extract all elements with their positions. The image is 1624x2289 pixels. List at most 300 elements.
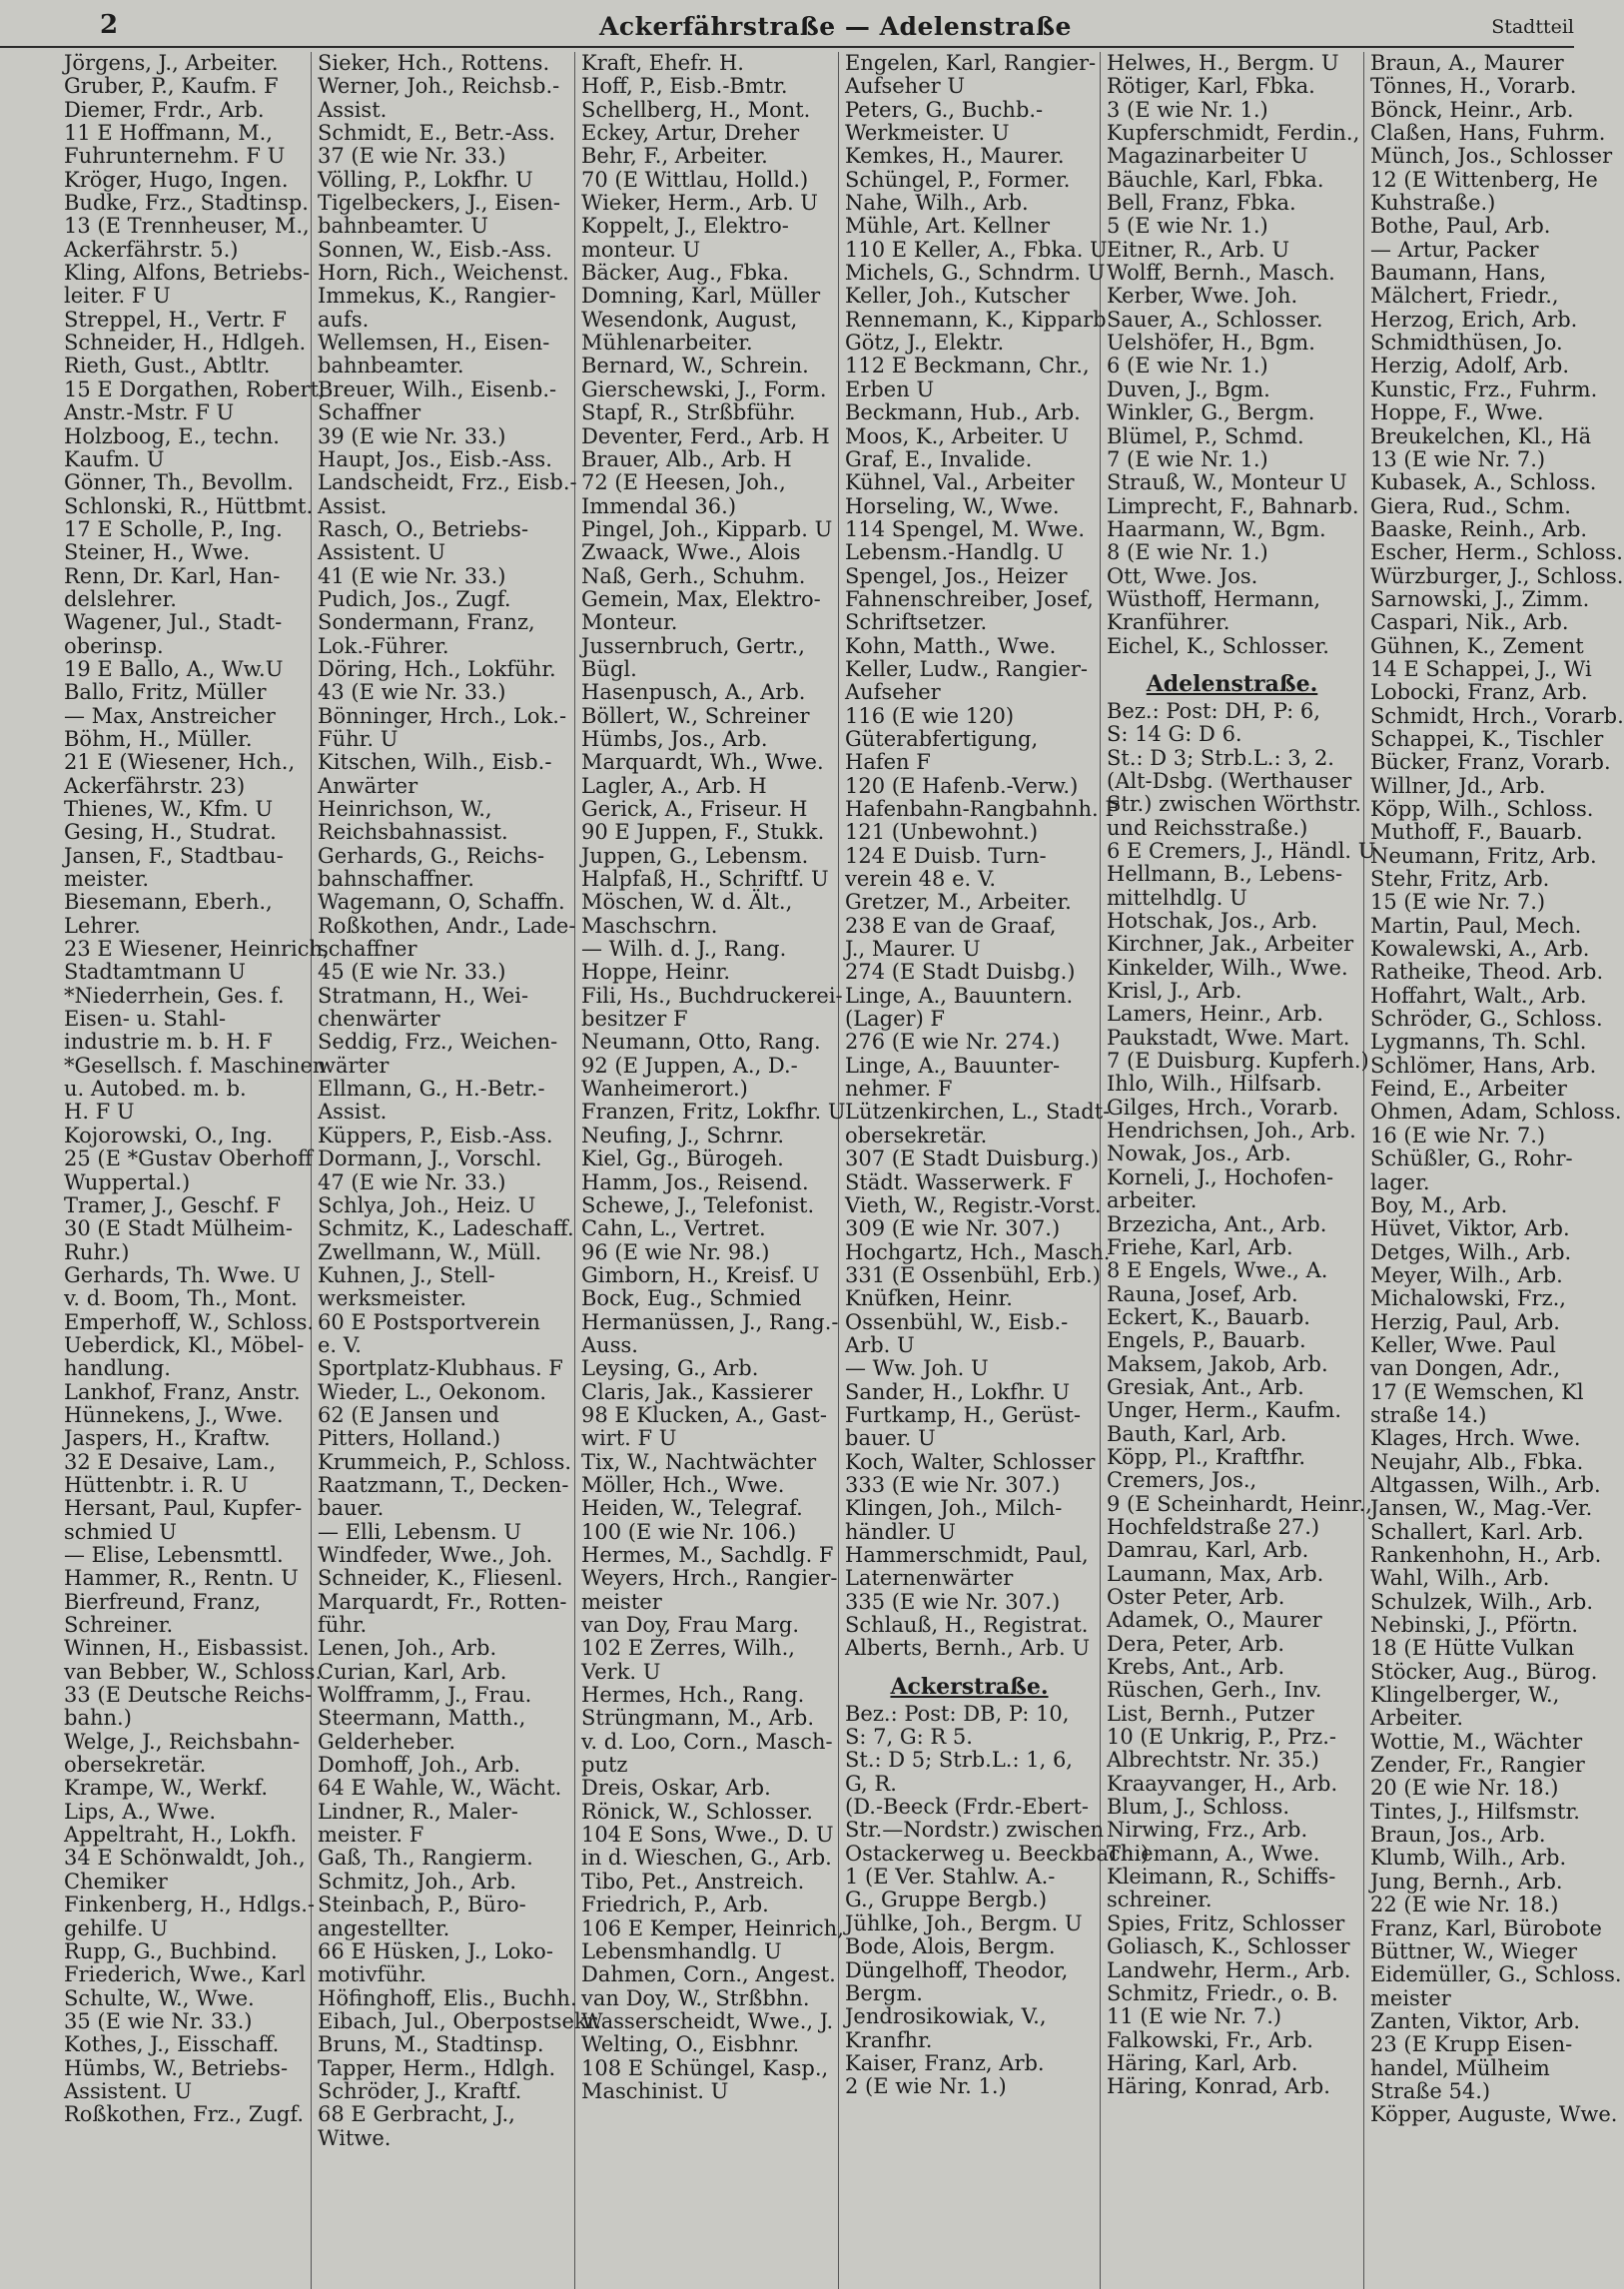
- directory-entry: Gruber, P., Kaufm. F: [64, 74, 279, 99]
- directory-entry: H. F U: [64, 1100, 135, 1125]
- directory-entry: Böhm, H., Müller.: [64, 726, 253, 751]
- directory-entry: schaffner: [318, 937, 417, 962]
- directory-entry: Assist.: [318, 97, 388, 122]
- directory-entry: Lamers, Heinr., Arb.: [1107, 1002, 1324, 1027]
- directory-entry: Klingen, Joh., Milch-: [845, 1496, 1063, 1521]
- directory-entry: Roßkothen, Andr., Lade-: [318, 913, 576, 938]
- directory-entry: Falkowski, Fr., Arb.: [1107, 2027, 1313, 2052]
- directory-entry: Schlauß, H., Registrat.: [845, 1613, 1089, 1638]
- directory-entry: Gerhards, G., Reichs-: [318, 843, 545, 868]
- directory-entry: Paukstadt, Wwe. Mart.: [1107, 1025, 1350, 1050]
- directory-entry: Tintes, J., Hilfsmstr.: [1370, 1799, 1580, 1824]
- directory-entry: — Elli, Lebensm. U: [318, 1519, 522, 1544]
- directory-entry: 92 (E Juppen, A., D.-: [581, 1053, 798, 1078]
- directory-entry: Bothe, Paul, Arb.: [1370, 214, 1551, 239]
- directory-entry: bauer.: [318, 1496, 385, 1521]
- directory-entry: 41 (E wie Nr. 33.): [318, 563, 506, 588]
- directory-entry: Dreis, Oskar, Arb.: [581, 1776, 771, 1801]
- directory-entry: Auss.: [581, 1332, 638, 1357]
- directory-entry: 15 E Dorgathen, Robert,: [64, 377, 326, 401]
- directory-entry: bahnschaffner.: [318, 867, 474, 892]
- directory-entry: Lankhof, Franz, Anstr.: [64, 1379, 301, 1404]
- directory-entry: Dera, Peter, Arb.: [1107, 1631, 1285, 1656]
- directory-entry: Wanheimerort.): [581, 1077, 748, 1102]
- directory-entry: industrie m. b. H. F: [64, 1030, 273, 1055]
- directory-entry: Linge, A., Bauunter-: [845, 1053, 1061, 1078]
- directory-entry: 22 (E wie Nr. 18.): [1370, 1893, 1559, 1917]
- directory-entry: Stratmann, H., Wei-: [318, 983, 529, 1008]
- directory-entry: Neumann, Otto, Rang.: [581, 1030, 821, 1055]
- directory-entry: Schmitz, Joh., Arb.: [318, 1869, 517, 1894]
- directory-entry: meister. F: [318, 1823, 424, 1848]
- directory-entry: 17 (E Wemschen, Kl: [1370, 1379, 1584, 1404]
- directory-entry: Hafenbahn-Rangbahnh. F: [845, 797, 1120, 821]
- directory-entry: Schulte, W., Wwe.: [64, 1985, 255, 2010]
- directory-entry: Rupp, G., Buchbind.: [64, 1938, 278, 1963]
- directory-entry: Bügl.: [581, 656, 637, 681]
- directory-entry: 20 (E wie Nr. 18.): [1370, 1776, 1559, 1801]
- directory-entry: G., Gruppe Bergb.): [845, 1888, 1048, 1912]
- directory-entry: (Alt-Dsbg. (Werthauser: [1107, 768, 1352, 793]
- directory-entry: Behr, F., Arbeiter.: [581, 144, 768, 169]
- directory-entry: händler. U: [845, 1519, 956, 1544]
- street-heading: Ackerstraße.: [890, 1673, 1049, 1700]
- directory-entry: Jansen, F., Stadtbau-: [64, 843, 284, 868]
- directory-entry: Köpp, Wilh., Schloss.: [1370, 797, 1594, 821]
- directory-entry: Brzezicha, Ant., Arb.: [1107, 1211, 1327, 1236]
- directory-entry: Breuer, Wilh., Eisenb.-: [318, 377, 557, 401]
- directory-entry: Zanten, Viktor, Arb.: [1370, 2008, 1581, 2033]
- directory-entry: 43 (E wie Nr. 33.): [318, 680, 506, 705]
- directory-entry: Möller, Hch., Wwe.: [581, 1472, 785, 1497]
- directory-entry: J., Maurer. U: [845, 937, 981, 962]
- directory-entry: Werner, Joh., Reichsb.-: [318, 74, 560, 99]
- directory-entry: 15 (E wie Nr. 7.): [1370, 890, 1546, 915]
- directory-entry: Michalowski, Frz.,: [1370, 1286, 1566, 1311]
- directory-entry: Raatzmann, T., Decken-: [318, 1472, 569, 1497]
- directory-entry: Assist.: [318, 493, 388, 518]
- directory-entry: Korneli, J., Hochofen-: [1107, 1164, 1334, 1189]
- directory-entry: Thienes, W., Kfm. U: [64, 797, 274, 821]
- directory-entry: Kraft, Ehefr. H.: [581, 51, 744, 75]
- directory-entry: handel, Mülheim: [1370, 2055, 1550, 2080]
- directory-entry: 10 (E Unkrig, P., Prz.-: [1107, 1725, 1336, 1750]
- directory-entry: 7 (E wie Nr. 1.): [1107, 446, 1268, 471]
- directory-entry: Haarmann, W., Bgm.: [1107, 516, 1326, 541]
- directory-entry: Knüfken, Heinr.: [845, 1286, 1013, 1311]
- directory-entry: Häring, Konrad, Arb.: [1107, 2074, 1330, 2099]
- directory-entry: Feind, E., Arbeiter: [1370, 1077, 1567, 1102]
- directory-entry: Graf, E., Invalide.: [845, 446, 1033, 471]
- directory-entry: Hoppe, F., Wwe.: [1370, 400, 1544, 425]
- directory-entry: Neujahr, Alb., Fbka.: [1370, 1449, 1584, 1474]
- directory-entry: führ.: [318, 1613, 368, 1638]
- directory-entry: 3 (E wie Nr. 1.): [1107, 97, 1268, 122]
- directory-entry: Schüßler, G., Rohr-: [1370, 1146, 1573, 1171]
- directory-entry: Marquardt, Fr., Rotten-: [318, 1589, 567, 1614]
- directory-entry: Caspari, Nik., Arb.: [1370, 610, 1569, 635]
- directory-entry: 96 (E wie Nr. 98.): [581, 1239, 770, 1264]
- directory-entry: Hümbs, Jos., Arb.: [581, 726, 768, 751]
- directory-entry: Döring, Hch., Lokführ.: [318, 656, 556, 681]
- directory-entry: Kirchner, Jak., Arbeiter: [1107, 932, 1354, 957]
- directory-entry: Michels, G., Schndrm. U: [845, 261, 1106, 286]
- directory-entry: Sauer, A., Schlosser.: [1107, 307, 1323, 332]
- directory-entry: Fili, Hs., Buchdruckerei-: [581, 983, 843, 1008]
- directory-entry: Tapper, Herm., Hdlgh.: [318, 2055, 556, 2080]
- directory-entry: Gaß, Th., Rangierm.: [318, 1846, 533, 1871]
- directory-entry: Stapf, R., Strßbführ.: [581, 400, 796, 425]
- directory-entry: Städt. Wasserwerk. F: [845, 1169, 1073, 1194]
- directory-entry: 19 E Ballo, A., Ww.U: [64, 656, 284, 681]
- directory-entry: 9 (E Scheinhardt, Heinr.,: [1107, 1491, 1372, 1516]
- directory-entry: Gretzer, M., Arbeiter.: [845, 890, 1072, 915]
- directory-entry: Lygmanns, Th. Schl.: [1370, 1030, 1587, 1055]
- directory-entry: Franzen, Fritz, Lokfhr. U: [581, 1100, 846, 1125]
- directory-entry: Cahn, L., Vertret.: [581, 1216, 766, 1241]
- directory-entry: Rötiger, Karl, Fbka.: [1107, 74, 1315, 99]
- directory-entry: Uelshöfer, H., Bgm.: [1107, 331, 1315, 356]
- directory-entry: 33 (E Deutsche Reichs-: [64, 1683, 313, 1708]
- directory-entry: meister.: [64, 867, 150, 892]
- directory-entry: bahn.): [64, 1706, 132, 1731]
- directory-entry: Hünnekens, J., Wwe.: [64, 1402, 284, 1427]
- directory-entry: 90 E Juppen, F., Stukk.: [581, 820, 825, 845]
- directory-entry: 68 E Gerbracht, J.,: [318, 2102, 515, 2127]
- directory-entry: 112 E Beckmann, Chr.,: [845, 354, 1090, 379]
- directory-entry: Horseling, W., Wwe.: [845, 493, 1060, 518]
- directory-entry: Schmidt, E., Betr.-Ass.: [318, 121, 556, 146]
- directory-entry: Erben U: [845, 377, 935, 401]
- directory-entry: Bez.: Post: DH, P: 6,: [1107, 698, 1320, 723]
- directory-entry: 21 E (Wiesener, Hch.,: [64, 750, 296, 775]
- directory-entry: 331 (E Ossenbühl, Erb.): [845, 1262, 1101, 1287]
- directory-entry: Hermes, M., Sachdlg. F: [581, 1543, 834, 1567]
- directory-entry: lager.: [1370, 1169, 1430, 1194]
- directory-entry: Friederich, Wwe., Karl: [64, 1962, 306, 1987]
- directory-entry: Diemer, Frdr., Arb.: [64, 97, 265, 122]
- directory-entry: Domning, Karl, Müller: [581, 284, 821, 309]
- directory-entry: Rauna, Josef, Arb.: [1107, 1281, 1298, 1306]
- directory-entry: Bez.: Post: DB, P: 10,: [845, 1701, 1070, 1726]
- directory-entry: Winnen, H., Eisbassist.: [64, 1636, 310, 1661]
- directory-entry: Jaspers, H., Kraftw.: [64, 1426, 271, 1451]
- directory-entry: Limprecht, F., Bahnarb.: [1107, 493, 1359, 518]
- directory-entry: Monteur.: [581, 610, 678, 635]
- directory-entry: Wagener, Jul., Stadt-: [64, 610, 283, 635]
- directory-entry: Schlömer, Hans, Arb.: [1370, 1053, 1597, 1078]
- directory-entry: Zwaack, Wwe., Alois: [581, 540, 801, 565]
- directory-entry: Streppel, H., Vertr. F: [64, 307, 287, 332]
- directory-entry: Engelen, Karl, Rangier-: [845, 51, 1097, 75]
- column-4: [839, 51, 1150, 2289]
- directory-entry: 7 (E Duisburg. Kupferh.): [1107, 1049, 1369, 1074]
- directory-entry: Bruns, M., Stadtinsp.: [318, 2032, 544, 2057]
- directory-entry: Bode, Alois, Bergm.: [845, 1934, 1056, 1959]
- directory-entry: 11 (E wie Nr. 7.): [1107, 2004, 1282, 2029]
- page-title: Ackerfährstraße — Adelenstraße: [599, 12, 1072, 41]
- directory-entry: Bell, Franz, Fbka.: [1107, 191, 1296, 216]
- directory-entry: Hermes, Hch., Rang.: [581, 1683, 805, 1708]
- directory-entry: Oster Peter, Arb.: [1107, 1585, 1285, 1609]
- directory-entry: Bierfreund, Franz,: [64, 1589, 262, 1614]
- directory-entry: Weyers, Hrch., Rangier-: [581, 1566, 838, 1591]
- directory-entry: Kröger, Hugo, Ingen.: [64, 167, 289, 192]
- directory-entry: 110 E Keller, A., Fbka. U: [845, 237, 1108, 262]
- directory-entry: Haupt, Jos., Eisb.-Ass.: [318, 446, 552, 471]
- directory-entry: Schmitz, Friedr., o. B.: [1107, 1980, 1338, 2005]
- directory-entry: Ossenbühl, W., Eisb.-: [845, 1309, 1069, 1334]
- directory-entry: Nebinski, J., Pförtn.: [1370, 1613, 1579, 1638]
- directory-entry: Goliasch, K., Schlosser: [1107, 1934, 1350, 1959]
- directory-entry: Gilges, Hrch., Vorarb.: [1107, 1095, 1339, 1120]
- directory-entry: Finkenberg, H., Hdlgs.-: [64, 1893, 315, 1917]
- directory-entry: Sieker, Hch., Rottens.: [318, 51, 550, 75]
- directory-entry: Güterabfertigung,: [845, 726, 1039, 751]
- directory-entry: 106 E Kemper, Heinrich,: [581, 1915, 844, 1940]
- directory-entry: Schappei, K., Tischler: [1370, 726, 1604, 751]
- directory-entry: Kinkelder, Wilh., Wwe.: [1107, 955, 1348, 980]
- directory-entry: Rieth, Gust., Abtltr.: [64, 354, 271, 379]
- directory-entry: Schallert, Karl. Arb.: [1370, 1519, 1584, 1544]
- directory-entry: Ratheike, Theod. Arb.: [1370, 960, 1604, 985]
- directory-entry: Lindner, R., Maler-: [318, 1799, 518, 1824]
- directory-entry: Welting, O., Eisbhnr.: [581, 2032, 800, 2057]
- directory-entry: Wahl, Wilh., Arb.: [1370, 1566, 1550, 1591]
- directory-entry: 47 (E wie Nr. 33.): [318, 1169, 506, 1194]
- directory-entry: Nahe, Wilh., Arb.: [845, 191, 1029, 216]
- directory-entry: Schlonski, R., Hüttbmt.: [64, 493, 314, 518]
- directory-entry: Kuhnen, J., Stell-: [318, 1262, 495, 1287]
- directory-entry: 100 (E wie Nr. 106.): [581, 1519, 797, 1544]
- directory-entry: Budke, Frz., Stadtinsp.: [64, 191, 309, 216]
- directory-entry: 11 E Hoffmann, M.,: [64, 121, 273, 146]
- directory-entry: Keller, Joh., Kutscher: [845, 284, 1070, 309]
- column-6: [1364, 51, 1624, 2289]
- directory-entry: — Max, Anstreicher: [64, 703, 276, 728]
- directory-entry: (Lager) F: [845, 1007, 946, 1032]
- directory-entry: Albrechtstr. Nr. 35.): [1107, 1748, 1319, 1773]
- directory-entry: Fuhrunternehm. F U: [64, 144, 286, 169]
- directory-entry: Claris, Jak., Kassierer: [581, 1379, 813, 1404]
- directory-entry: 34 E Schönwaldt, Joh.,: [64, 1846, 306, 1871]
- street-heading: Adelenstraße.: [1146, 670, 1318, 697]
- directory-entry: Hoffahrt, Walt., Arb.: [1370, 983, 1587, 1008]
- directory-entry: Dormann, J., Vorschl.: [318, 1146, 542, 1171]
- directory-entry: Mälchert, Friedr.,: [1370, 284, 1559, 309]
- directory-entry: Klumb, Wilh., Arb.: [1370, 1846, 1567, 1871]
- directory-entry: Wieker, Herm., Arb. U: [581, 191, 819, 216]
- directory-entry: (D.-Beeck (Frdr.-Ebert-: [845, 1795, 1090, 1820]
- directory-entry: Lenen, Joh., Arb.: [318, 1636, 497, 1661]
- directory-entry: Tönnes, H., Vorarb.: [1370, 74, 1577, 99]
- directory-entry: Muthoff, F., Bauarb.: [1370, 820, 1583, 845]
- directory-entry: Herzig, Paul, Arb.: [1370, 1309, 1560, 1334]
- directory-entry: Braun, Jos., Arb.: [1370, 1823, 1546, 1848]
- directory-entry: Vieth, W., Registr.-Vorst.: [845, 1192, 1102, 1217]
- directory-entry: Laumann, Max, Arb.: [1107, 1561, 1324, 1586]
- page-header-right: Stadtteil: [1491, 16, 1574, 38]
- directory-entry: 60 E Postsportverein: [318, 1309, 540, 1334]
- directory-entry: Lagler, A., Arb. H: [581, 773, 767, 798]
- directory-entry: Spengel, Jos., Heizer: [845, 563, 1068, 588]
- directory-entry: 14 E Schappei, J., Wi: [1370, 656, 1592, 681]
- directory-entry: Escher, Herm., Schloss.: [1370, 540, 1623, 565]
- directory-entry: obersekretär.: [64, 1753, 207, 1778]
- directory-entry: Schmitz, K., Ladeschaff.: [318, 1216, 574, 1241]
- directory-entry: S: 14 G: D 6.: [1107, 722, 1242, 747]
- directory-entry: G, R.: [845, 1771, 897, 1796]
- directory-entry: Halpfaß, H., Schriftf. U: [581, 867, 829, 892]
- directory-entry: angestellter.: [318, 1915, 450, 1940]
- directory-entry: Breukelchen, Kl., Hä: [1370, 423, 1592, 448]
- directory-entry: Schmidt, Hrch., Vorarb.: [1370, 703, 1624, 728]
- directory-entry: Kerber, Wwe. Joh.: [1107, 284, 1298, 309]
- directory-entry: Verk. U: [581, 1659, 661, 1684]
- directory-entry: Hoff, P., Eisb.-Bmtr.: [581, 74, 788, 99]
- directory-entry: Kühnel, Val., Arbeiter: [845, 470, 1075, 495]
- directory-entry: leiter. F U: [64, 284, 171, 309]
- directory-entry: Böllert, W., Schreiner: [581, 703, 810, 728]
- directory-entry: Wolff, Bernh., Masch.: [1107, 261, 1335, 286]
- directory-entry: Tibo, Pet., Anstreich.: [581, 1869, 805, 1894]
- directory-entry: handlung.: [64, 1356, 171, 1381]
- directory-entry: v. d. Boom, Th., Mont.: [64, 1286, 298, 1311]
- directory-entry: Lebensmhandlg. U: [581, 1938, 782, 1963]
- directory-entry: van Dongen, Adr.,: [1370, 1356, 1561, 1381]
- directory-entry: Kubasek, A., Schloss.: [1370, 470, 1597, 495]
- directory-entry: Eidemüller, G., Schloss.: [1370, 1962, 1622, 1987]
- directory-entry: 276 (E wie Nr. 274.): [845, 1030, 1061, 1055]
- directory-entry: Bücker, Franz, Vorarb.: [1370, 750, 1611, 775]
- directory-entry: 120 (E Hafenb.-Verw.): [845, 773, 1079, 798]
- directory-entry: Krebs, Ant., Arb.: [1107, 1655, 1285, 1680]
- directory-entry: Strauß, W., Monteur U: [1107, 470, 1347, 495]
- directory-entry: Juppen, G., Lebensm.: [581, 843, 809, 868]
- directory-entry: 114 Spengel, M. Wwe.: [845, 516, 1085, 541]
- directory-entry: Hochgartz, Hch., Masch.: [845, 1239, 1111, 1264]
- directory-entry: Strüngmann, M., Arb.: [581, 1706, 815, 1731]
- directory-entry: Engels, P., Bauarb.: [1107, 1328, 1306, 1353]
- directory-entry: Schellberg, H., Mont.: [581, 97, 811, 122]
- directory-entry: Keller, Wwe. Paul: [1370, 1332, 1556, 1357]
- directory-entry: Wolfframm, J., Frau.: [318, 1683, 532, 1708]
- directory-entry: Kunstic, Frz., Fuhrm.: [1370, 377, 1598, 401]
- directory-entry: Köpper, Auguste, Wwe.: [1370, 2102, 1618, 2127]
- directory-entry: Anstr.-Mstr. F U: [64, 400, 235, 425]
- directory-entry: Schaffner: [318, 400, 421, 425]
- directory-entry: Steermann, Matth.,: [318, 1706, 526, 1731]
- directory-entry: 307 (E Stadt Duisburg.): [845, 1146, 1100, 1171]
- directory-entry: Alberts, Bernh., Arb. U: [845, 1636, 1091, 1661]
- directory-entry: 62 (E Jansen und: [318, 1402, 499, 1427]
- directory-entry: Linge, A., Bauuntern.: [845, 983, 1074, 1008]
- directory-entry: Werkmeister. U: [845, 121, 1010, 146]
- directory-entry: Spies, Fritz, Schlosser: [1107, 1910, 1345, 1935]
- directory-entry: Jansen, W., Mag.-Ver.: [1370, 1496, 1593, 1521]
- directory-entry: e. V.: [318, 1332, 362, 1357]
- directory-entry: Sander, H., Lokfhr. U: [845, 1379, 1071, 1404]
- directory-entry: Pudich, Jos., Zugf.: [318, 586, 511, 611]
- directory-entry: verein 48 e. V.: [845, 867, 997, 892]
- directory-entry: Tix, W., Nachtwächter: [581, 1449, 817, 1474]
- directory-entry: Hafen F: [845, 750, 931, 775]
- directory-entry: Pingel, Joh., Kipparb. U: [581, 516, 833, 541]
- directory-entry: Klingelberger, W.,: [1370, 1683, 1560, 1708]
- directory-entry: Fahnenschreiber, Josef,: [845, 586, 1094, 611]
- directory-entry: Köpp, Pl., Kraftfhr.: [1107, 1444, 1306, 1469]
- directory-entry: Curian, Karl, Arb.: [318, 1659, 507, 1684]
- directory-entry: Kaufm. U: [64, 446, 165, 471]
- directory-entry: putz: [581, 1753, 628, 1778]
- directory-entry: Maksem, Jakob, Arb.: [1107, 1351, 1328, 1376]
- directory-entry: Biesemann, Eberh.,: [64, 890, 273, 915]
- directory-entry: van Bebber, W., Schloss.: [64, 1659, 323, 1684]
- directory-entry: Adamek, O., Maurer: [1107, 1608, 1322, 1633]
- directory-entry: Braun, A., Maurer: [1370, 51, 1564, 75]
- directory-entry: *Niederrhein, Ges. f.: [64, 983, 285, 1008]
- directory-entry: Jussernbruch, Gertr.,: [581, 633, 805, 658]
- directory-entry: Holzboog, E., techn.: [64, 423, 280, 448]
- directory-entry: Düngelhoff, Theodor,: [845, 1957, 1069, 1982]
- directory-entry: Wüsthoff, Hermann,: [1107, 586, 1321, 611]
- directory-entry: Hotschak, Jos., Arb.: [1107, 909, 1318, 934]
- directory-entry: Arb. U: [845, 1332, 915, 1357]
- directory-entry: Schmidthüsen, Jo.: [1370, 331, 1563, 356]
- directory-entry: Hellmann, B., Lebens-: [1107, 862, 1343, 887]
- directory-entry: Rönick, W., Schlosser.: [581, 1799, 813, 1824]
- directory-entry: Küppers, P., Eisb.-Ass.: [318, 1123, 553, 1147]
- directory-entry: 6 E Cremers, J., Händl. U: [1107, 839, 1376, 863]
- directory-entry: — Ww. Joh. U: [845, 1356, 989, 1381]
- directory-entry: Martin, Paul, Mech.: [1370, 913, 1582, 938]
- directory-entry: 13 (E Trennheuser, M.,: [64, 214, 310, 239]
- directory-entry: Sonnen, W., Eisb.-Ass.: [318, 237, 552, 262]
- directory-entry: Str.—Nordstr.) zwischen: [845, 1818, 1104, 1843]
- directory-entry: Würzburger, J., Schloss.: [1370, 563, 1624, 588]
- directory-entry: meister: [581, 1589, 662, 1614]
- directory-entry: — Artur, Packer: [1370, 237, 1539, 262]
- directory-entry: Schröder, J., Kraftf.: [318, 2078, 522, 2103]
- directory-entry: Steinbach, P., Büro-: [318, 1893, 526, 1917]
- directory-entry: Neumann, Fritz, Arb.: [1370, 843, 1597, 868]
- directory-entry: 238 E van de Graaf,: [845, 913, 1057, 938]
- directory-entry: Wagemann, O, Schaffn.: [318, 890, 565, 915]
- directory-entry: Heiden, W., Telegraf.: [581, 1496, 803, 1521]
- directory-entry: 124 E Duisb. Turn-: [845, 843, 1047, 868]
- directory-entry: delslehrer.: [64, 586, 177, 611]
- directory-entry: arbeiter.: [1107, 1188, 1198, 1213]
- directory-entry: 45 (E wie Nr. 33.): [318, 960, 506, 985]
- directory-entry: 13 (E wie Nr. 7.): [1370, 446, 1546, 471]
- directory-entry: bauer. U: [845, 1426, 936, 1451]
- directory-entry: Bäcker, Aug., Fbka.: [581, 261, 790, 286]
- directory-entry: Hamm, Jos., Reisend.: [581, 1169, 809, 1194]
- directory-entry: Eichel, K., Schlosser.: [1107, 633, 1329, 658]
- directory-entry: Sarnowski, J., Zimm.: [1370, 586, 1590, 611]
- directory-entry: Detges, Wilh., Arb.: [1370, 1239, 1572, 1264]
- directory-entry: Eckert, K., Bauarb.: [1107, 1304, 1310, 1329]
- directory-entry: Damrau, Karl, Arb.: [1107, 1538, 1309, 1563]
- directory-entry: Hammerschmidt, Paul,: [845, 1543, 1089, 1567]
- directory-entry: Häring, Karl, Arb.: [1107, 2050, 1298, 2075]
- directory-entry: Rankenhohn, H., Arb.: [1370, 1543, 1602, 1567]
- directory-entry: Ueberdick, Kl., Möbel-: [64, 1332, 305, 1357]
- directory-entry: Jung, Bernh., Arb.: [1370, 1869, 1563, 1894]
- directory-entry: Boy, M., Arb.: [1370, 1192, 1508, 1217]
- directory-entry: Ohmen, Adam, Schloss.: [1370, 1100, 1622, 1125]
- directory-entry: Emperhoff, W., Schloss.: [64, 1309, 315, 1334]
